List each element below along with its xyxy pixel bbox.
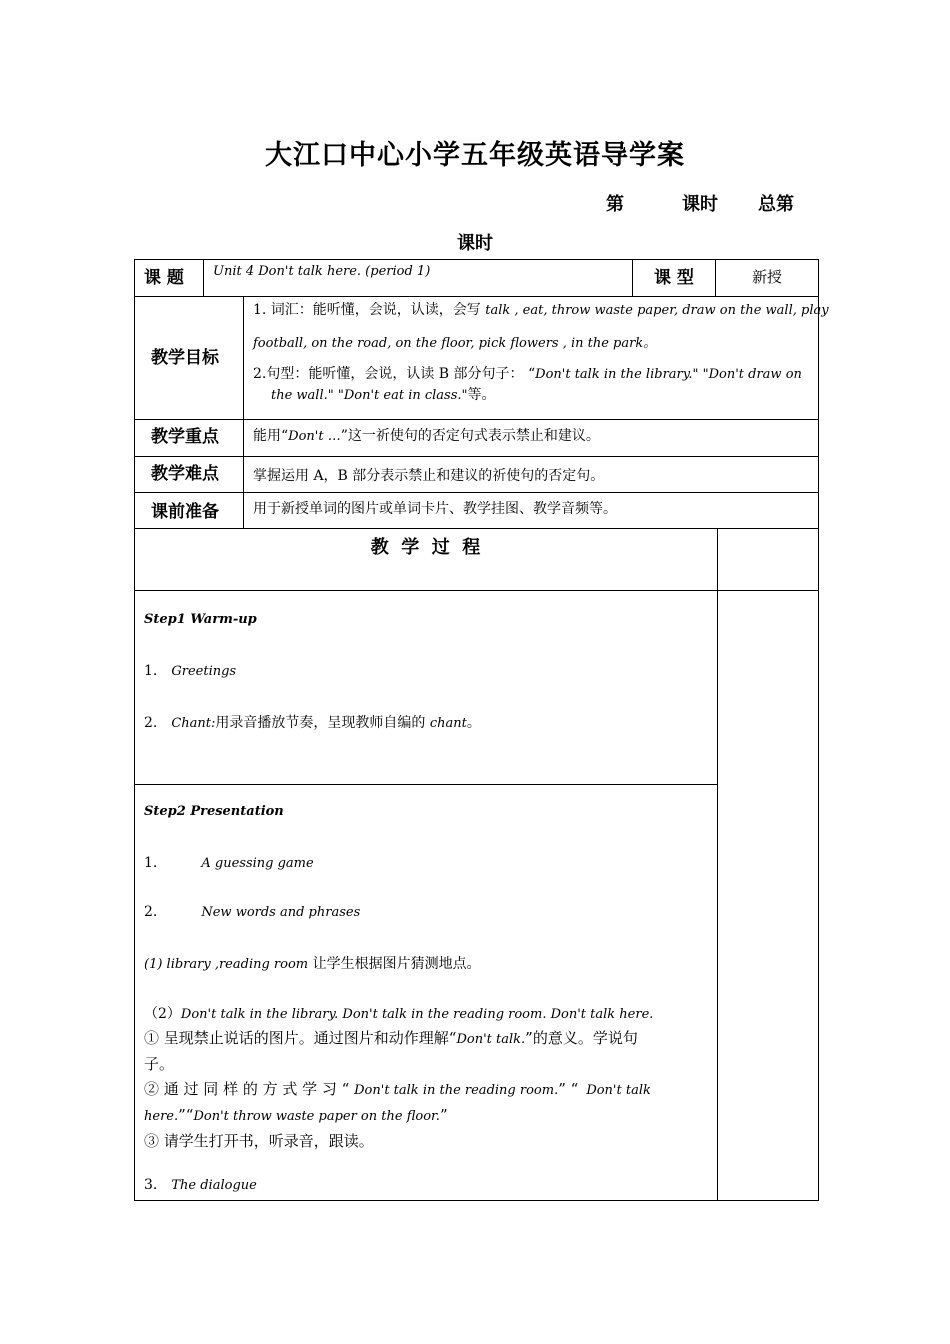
period-label-keshi-total: 课时 bbox=[457, 233, 493, 254]
step1-title: Step1 Warm-up bbox=[144, 612, 257, 627]
process-heading: 教 学 过 程 bbox=[370, 537, 481, 558]
prep-label: 课前准备 bbox=[151, 502, 219, 522]
step1-item-greetings: 1. Greetings bbox=[144, 663, 237, 679]
lesson-plan-table bbox=[134, 259, 829, 1201]
topic-label: 课 题 bbox=[144, 268, 184, 288]
prep-value: 用于新授单词的图片或单词卡片、教学挂图、教学音频等。 bbox=[253, 501, 617, 517]
step1-item-chant: 2. Chant:用录音播放节奏，呈现教师自编的 chant。 bbox=[144, 715, 481, 731]
step2-sub2-details: ① 呈现禁止说话的图片。通过图片和动作理解“Don't talk.”的意义。学说句 子。 ② 通 过 同 样 的 方 式 学 习 “ Don't talk in the reading room.” “ Don't talk here.”“Don't throw waste paper on the floor.” ③ 请学生打开书，听录音，跟读。 bbox=[144, 1029, 651, 1150]
step2-item-guessing: 1. A guessing game bbox=[144, 855, 314, 871]
step2-item-newwords: 2. New words and phrases bbox=[144, 904, 361, 920]
step2-title: Step2 Presentation bbox=[144, 804, 284, 819]
type-value: 新授 bbox=[752, 268, 783, 286]
page-title: 大江口中心小学五年级英语导学案 bbox=[265, 140, 685, 171]
period-label-zongdi: 总第 bbox=[758, 194, 794, 215]
step2-sub1: (1) library ,reading room 让学生根据图片猜测地点。 bbox=[144, 956, 481, 972]
type-label: 课 型 bbox=[654, 268, 694, 288]
key-value: 能用“Don't …”这一祈使句的否定句式表示禁止和建议。 bbox=[253, 428, 600, 444]
step2-item-dialogue: 3. The dialogue bbox=[144, 1177, 257, 1193]
goal-content: 1. 词汇：能听懂，会说，认读，会写 talk , eat, throw waste paper, draw on the wall, play football, on the road, on the floor, pick flowers , in the park。 2.句型：能听懂，会说，认读 B 部分句子： “Don't talk in the library." "Don't draw on the wall." "Don't eat in class."等。 bbox=[253, 302, 829, 403]
difficulty-value: 掌握运用 A，B 部分表示禁止和建议的祈使句的否定句。 bbox=[253, 468, 605, 484]
difficulty-label: 教学难点 bbox=[151, 464, 219, 484]
key-label: 教学重点 bbox=[151, 427, 219, 447]
period-label-keshi: 课时 bbox=[682, 194, 718, 215]
period-label-di: 第 bbox=[606, 194, 624, 215]
topic-value: Unit 4 Don't talk here. (period 1) bbox=[213, 264, 431, 279]
step2-sub2: （2）Don't talk in the library. Don't talk in the reading room. Don't talk here. bbox=[144, 1006, 654, 1022]
goal-label: 教学目标 bbox=[151, 348, 219, 368]
